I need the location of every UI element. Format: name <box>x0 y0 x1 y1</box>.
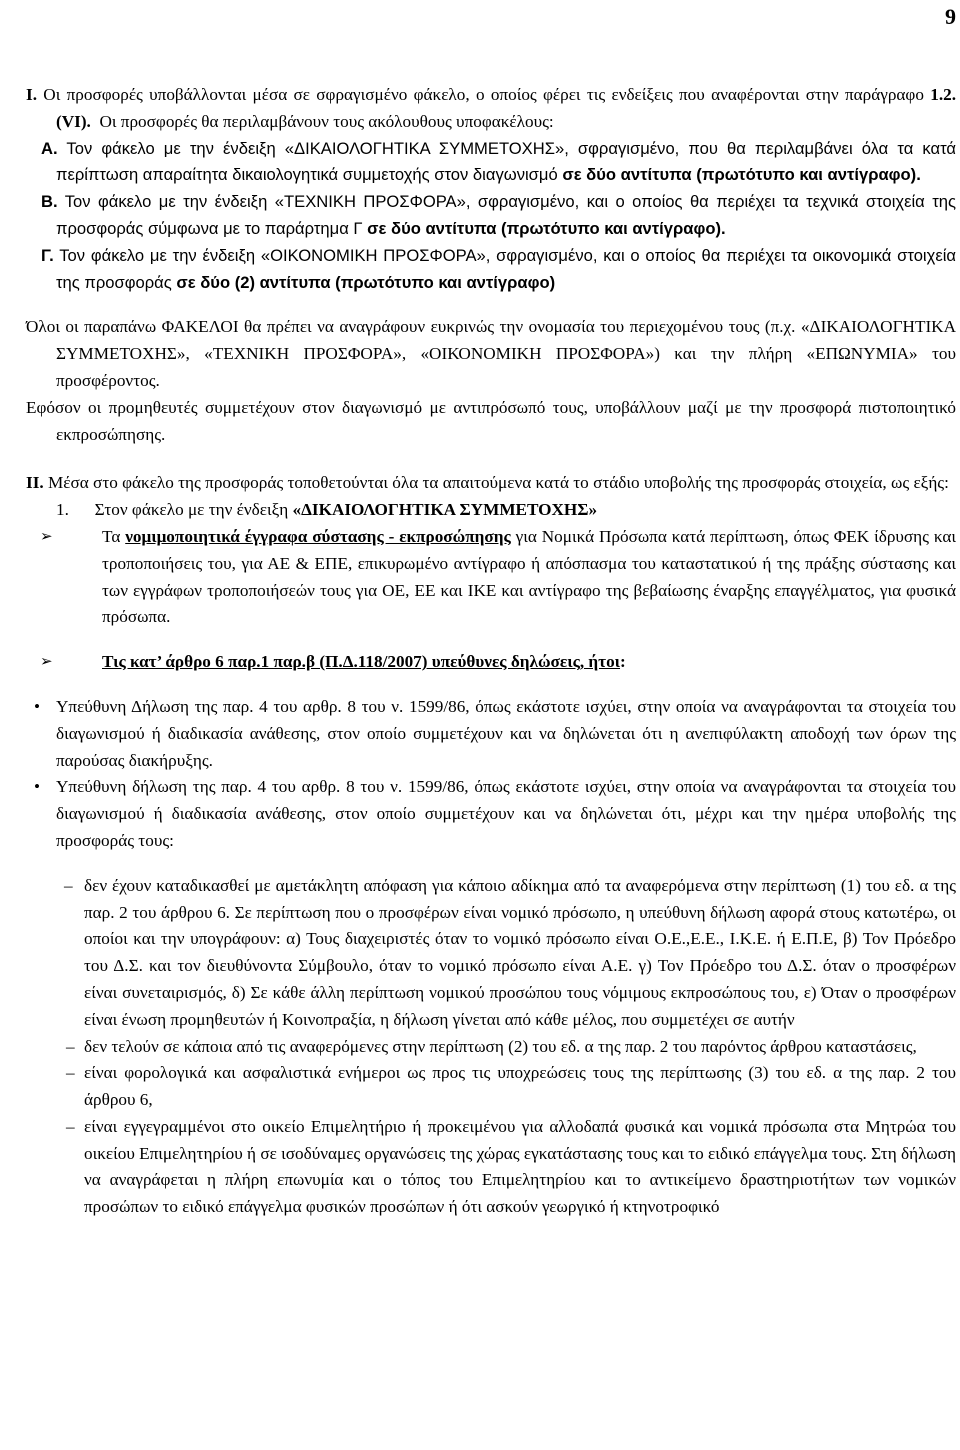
arrow-item-legal-docs: ➢ Τα νομιμοποιητικά έγγραφα σύστασης - εκπροσώπησης για Νομικά Πρόσωπα κατά περίπτωση, όπως ΦΕΚ ίδρυσης και τροποποιήσεις του, για ΑΕ & ΕΠΕ, επικυρωμένο αντίγραφο ή απόσπασμα του καταστατικού ή της πράξης σύστασης και των εγγράφων τροποποιήσεών τους για ΟΕ, ΕΕ και ΙΚΕ και αντίγραφο της βεβαίωσης έναρξης επαγγέλματος, για φυσικά πρόσωπα. <box>26 524 956 631</box>
arrow-icon: ➢ <box>40 528 53 545</box>
bullet-icon: • <box>34 696 41 716</box>
dash-icon: – <box>66 1063 75 1083</box>
section-ii-label: ΙΙ. <box>26 473 44 493</box>
dash-item-2: – δεν τελούν σε κάποια από τις αναφερόμενες στην περίπτωση (2) του εδ. α της παρ. 2 του παρόντος άρθρου καταστάσεις, <box>26 1034 956 1061</box>
representative-note: Εφόσον οι προμηθευτές συμμετέχουν στον διαγωνισμό με αντιπρόσωπό τους, υποβάλλουν μαζί με την προσφορά πιστοποιητικό εκπροσώπησης. <box>26 397 956 444</box>
envelope-b: Β. Τον φάκελο με την ένδειξη «ΤΕΧΝΙΚΗ ΠΡΟΣΦΟΡΑ», σφραγισμένο, και ο οποίος θα περιέχει τα τεχνικά στοιχεία της προσφοράς σύμφωνα με το παράρτημα Γ σε δύο αντίτυπα (πρωτότυπο και αντίγραφο). <box>41 192 956 238</box>
document-body <box>26 82 956 1221</box>
bullet-item-declaration-2: • Υπεύθυνη δήλωση της παρ. 4 του αρθρ. 8 του ν. 1599/86, όπως εκάστοτε ισχύει, στην οποία να αναγράφονται τα στοιχεία του διαγωνισμού ή διαδικασία ανάθεσης, στον οποίο συμμετέχουν και να δηλώνεται ότι, μέχρι και την ημέρα υποβολής της προσφοράς τους: <box>26 774 956 854</box>
dash-icon: – <box>66 1036 75 1056</box>
dash-item-1: – δεν έχουν καταδικασθεί με αμετάκλητη απόφαση για κάποιο αδίκημα από τα αναφερόμενα στην περίπτωση (1) του εδ. α της παρ. 2 του άρθρου 6. Σε περίπτωση που ο προσφέρων είναι νομικό πρόσωπο, η υπεύθυνη δήλωση αφορά στους κατωτέρω, οι οποίοι και την υπογράφουν: α) Τους διαχειριστές όταν το νομικό πρόσωπο είναι Ο.Ε.,Ε.Ε., Ι.Κ.Ε. ή Ε.Π.Ε, β) Τον Πρόεδρο του Δ.Σ. και τον διευθύνοντα Σύμβουλο, όταν το νομικό πρόσωπο είναι Α.Ε. γ) Τον Πρόεδρο του Δ.Σ. όταν ο προσφέρων είναι συνεταιρισμός, δ) Σε κάθε άλλη περίπτωση νομικού προσώπου τους νόμιμους εκπροσώπους του, ε) Όταν ο προσφέρων είναι ένωση προμηθευτών ή Κοινοπραξία, η δήλωση γίνεται από κάθε μέλος, που συμμετέχει σε αυτήν <box>26 873 956 1034</box>
bullet-item-declaration-1: • Υπεύθυνη Δήλωση της παρ. 4 του αρθρ. 8 του ν. 1599/86, όπως εκάστοτε ισχύει, στην οποία να αναγράφονται τα στοιχεία του διαγωνισμού ή διαδικασία ανάθεσης, στον οποίο συμμετέχουν και να δηλώνεται ότι η ανεπιφύλακτη αποδοχή των όρων της παρούσας διακήρυξης. <box>26 694 956 774</box>
section-i-label: I. <box>26 85 37 104</box>
envelopes-labeling: Όλοι οι παραπάνω ΦΑΚΕΛΟΙ θα πρέπει να αναγράφουν ευκρινώς την ονομασία του περιεχομένου τους (π.χ. «ΔΙΚΑΙΟΛΟΓΗΤΙΚΑ ΣΥΜΜΕΤΟΧΗΣ», «ΤΕΧΝΙΚΗ ΠΡΟΣΦΟΡΑ», «ΟΙΚΟΝΟΜΙΚΗ ΠΡΟΣΦΟΡΑ») και την πλήρη «ΕΠΩΝΥΜΙΑ» του προσφέροντος. <box>26 317 956 390</box>
dash-item-4: – είναι εγγεγραμμένοι στο οικείο Επιμελητήριο ή προκειμένου για αλλοδαπά φυσικά και νομικά πρόσωπα στα Μητρώα του οικείου Επιμελητηρίου ή σε ισοδύναμες οργανώσεις της χώρας εγκατάστασης τους και το ειδικό επάγγελμα τους. Στη δήλωση να αναγράφεται η πλήρη επωνυμία και ο τόπος του Επιμελητηρίου και το αντικείμενο δραστηριοτήτων των νομικών προσώπων το ειδικό επάγγελμα φυσικών προσώπων ή ότι ασκούν γεωργικό ή κτηνοτροφικό <box>26 1114 956 1221</box>
bullet-icon: • <box>34 777 41 797</box>
arrow-item-declarations: ➢ Τις κατ’ άρθρο 6 παρ.1 παρ.β (Π.Δ.118/2007) υπεύθυνες δηλώσεις, ήτοι: <box>26 649 956 676</box>
arrow-icon: ➢ <box>40 654 53 671</box>
dash-icon: – <box>64 875 73 895</box>
dash-item-3: – είναι φορολογικά και ασφαλιστικά ενήμεροι ως προς τις υποχρεώσεις τους της περίπτωσης (3) του εδ. α της παρ. 2 του άρθρου 6, <box>26 1060 956 1114</box>
envelope-g: Γ. Τον φάκελο με την ένδειξη «ΟΙΚΟΝΟΜΙΚΗ ΠΡΟΣΦΟΡΑ», σφραγισμένο, και ο οποίος θα περιέχει τα οικονομικά στοιχεία της προσφοράς σε δύο (2) αντίτυπα (πρωτότυπο και αντίγραφο) <box>41 245 957 292</box>
dash-icon: – <box>66 1116 75 1136</box>
page-number: 9 <box>945 4 956 29</box>
item-1: 1. Στον φάκελο με την ένδειξη «ΔΙΚΑΙΟΛΟΓΗΤΙΚΑ ΣΥΜΜΕΤΟΧΗΣ» <box>56 500 598 520</box>
section-i-intro: I. Οι προσφορές υποβάλλονται μέσα σε σφραγισμένο φάκελο, ο οποίος φέρει τις ενδείξεις που αναφέρονται στην παράγραφο 1.2.(VI). Οι προσφορές θα περιλαμβάνουν τους ακόλουθους υποφακέλους: <box>26 85 957 131</box>
section-ii-intro: ΙΙ. Μέσα στο φάκελο της προσφοράς τοποθετούνται όλα τα απαιτούμενα κατά το στάδιο υποβολής της προσφοράς στοιχεία, ως εξής: <box>26 473 949 493</box>
envelope-a: Α. Τον φάκελο με την ένδειξη «ΔΙΚΑΙΟΛΟΓΗΤΙΚΑ ΣΥΜΜΕΤΟΧΗΣ», σφραγισμένο, που θα περιλαμβάνει όλα τα κατά περίπτωση απαραίτητα δικαιολογητικά συμμετοχής στον διαγωνισμό σε δύο αντίτυπα (πρωτότυπο και αντίγραφο). <box>41 138 956 185</box>
